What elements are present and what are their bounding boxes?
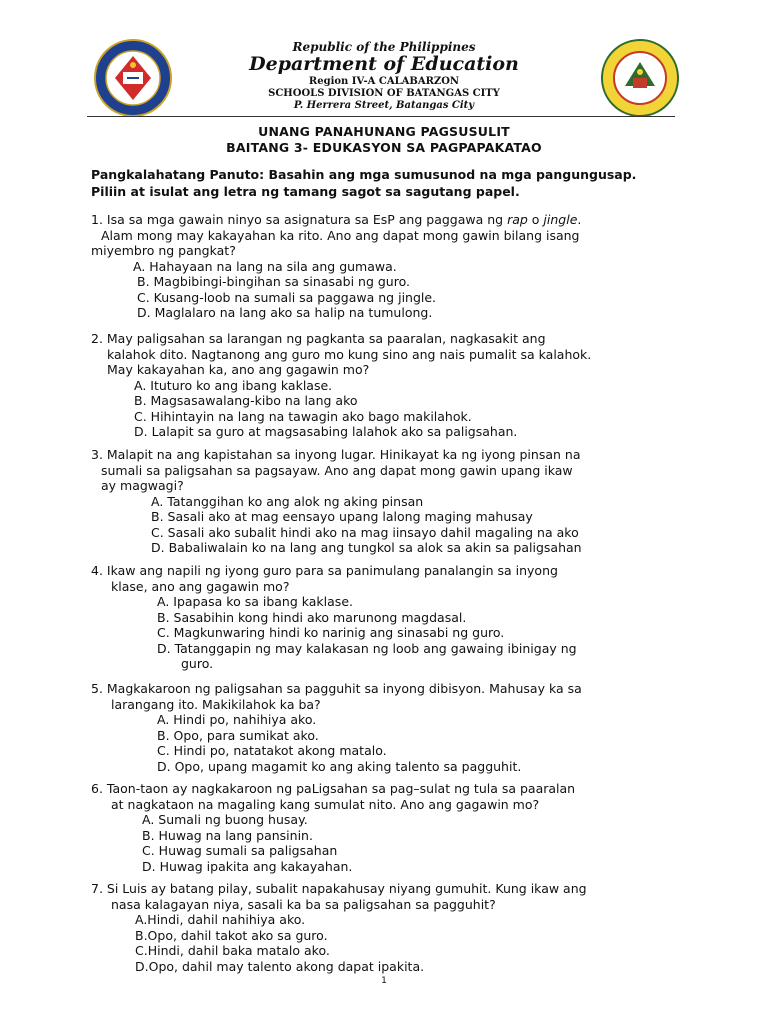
- option-a: A. Hindi po, nahihiya ako.: [157, 712, 317, 727]
- option-c: C. Kusang-loob na sumali sa paggawa ng jingle.: [137, 289, 437, 305]
- division-line: SCHOOLS DIVISION OF BATANGAS CITY: [268, 88, 500, 99]
- stem-line: 6. Taon-taon ay nagkakaroon ng paLigsahan sa pag–sulat ng tula sa paaralan: [91, 781, 576, 796]
- option-b: B. Huwag na lang pansinin.: [142, 827, 313, 843]
- stem-text: 1. Isa sa mga gawain ninyo sa asignatura sa EsP ang paggawa ng: [91, 212, 508, 227]
- region-line: Region IV-A CALABARZON: [308, 76, 460, 87]
- stem-line: 5. Magkakaroon ng paligsahan sa pagguhit sa inyong dibisyon. Mahusay ka sa: [91, 681, 582, 696]
- stem-line: 4. Ikaw ang napili ng iyong guro para sa panimulang panalangin sa inyong: [91, 563, 558, 578]
- question-stem: [91, 212, 691, 228]
- stem-line: klase, ano ang gagawin mo?: [111, 578, 290, 594]
- general-instructions: [91, 166, 691, 200]
- option-b: B.Opo, dahil takot ako sa guro.: [135, 927, 328, 943]
- option-a: A. Ipapasa ko sa ibang kaklase.: [157, 594, 353, 609]
- option-c: C. Sasali ako subalit hindi ako na mag iinsayo dahil magaling na ako: [151, 524, 579, 540]
- option-a: A.Hindi, dahil nahihiya ako.: [135, 912, 306, 927]
- question-3: [91, 447, 691, 556]
- stem-line: 7. Si Luis ay batang pilay, subalit napakahusay niyang gumuhit. Kung ikaw ang: [91, 881, 587, 896]
- option-c: C.Hindi, dahil baka matalo ako.: [135, 943, 330, 958]
- option-c: C. Hihintayin na lang na tawagin ako bago makilahok.: [134, 408, 472, 424]
- stem-line: 2. May paligsahan sa larangan ng pagkanta sa paaralan, nagkasakit ang: [91, 331, 546, 346]
- department-name: Department of Education: [249, 53, 519, 75]
- stem-line: sumali sa paligsahan sa pagsayaw. Ano ang dapat mong gawin upang ikaw: [101, 462, 573, 478]
- stem-italic: jingle: [543, 212, 578, 227]
- page-number: 1: [381, 976, 387, 986]
- address-line: P. Herrera Street, Batangas City: [293, 100, 475, 111]
- option-d: D. Maglalaro na lang ako sa halip na tumulong.: [137, 305, 433, 320]
- question-4: [91, 563, 691, 672]
- stem-text: .: [577, 212, 582, 227]
- option-d: D. Babaliwalain ko na lang ang tungkol sa alok sa akin sa paligsahan: [151, 540, 582, 555]
- option-d: D. Huwag ipakita ang kakayahan.: [142, 858, 353, 874]
- stem-italic: rap: [507, 212, 528, 227]
- question-7: [91, 881, 691, 974]
- republic-line: Republic of the Philippines: [292, 40, 476, 54]
- question-2: [91, 331, 691, 440]
- stem-line: Alam mong may kakayahan ka rito. Ano ang dapat mong gawin bilang isang: [101, 227, 580, 243]
- instructions-line: Pangkalahatang Panuto: Basahin ang mga sumusunod na mga pangungusap.: [91, 167, 637, 182]
- option-d: D. Tatanggapin ng may kalakasan ng loob ang gawaing ibinigay ng: [157, 640, 577, 656]
- stem-line: kalahok dito. Nagtanong ang guro mo kung sino ang nais pumalit sa kalahok.: [107, 346, 592, 362]
- option-a: A. Hahayaan na lang na sila ang gumawa.: [133, 258, 397, 274]
- option-b: B. Magbibingi-bingihan sa sinasabi ng guro.: [137, 274, 410, 289]
- option-d: D. Lalapit sa guro at magsasabing lalahok ako sa paligsahan.: [134, 424, 518, 439]
- option-a: A. Ituturo ko ang ibang kaklase.: [134, 377, 333, 393]
- question-1: [91, 212, 691, 321]
- option-b: B. Sasabihin kong hindi ako marunong magdasal.: [157, 609, 467, 625]
- option-c: C. Huwag sumali sa paligsahan: [142, 843, 338, 858]
- option-d: D. Opo, upang magamit ko ang aking talento sa pagguhit.: [157, 758, 522, 774]
- stem-line: miyembro ng pangkat?: [91, 243, 236, 258]
- header-divider: [87, 116, 675, 117]
- option-c: C. Hindi po, natatakot akong matalo.: [157, 743, 387, 758]
- option-a: A. Sumali ng buong husay.: [142, 812, 308, 827]
- option-b: B. Opo, para sumikat ako.: [157, 727, 319, 743]
- question-5: [91, 681, 691, 774]
- stem-line: nasa kalagayan niya, sasali ka ba sa paligsahan sa pagguhit?: [111, 896, 496, 912]
- stem-line: May kakayahan ka, ano ang gagawin mo?: [107, 362, 370, 377]
- stem-line: 3. Malapit na ang kapistahan sa inyong lugar. Hinikayat ka ng iyong pinsan na: [91, 447, 581, 462]
- option-d: D.Opo, dahil may talento akong dapat ipakita.: [135, 958, 425, 974]
- option-d-continuation: guro.: [181, 656, 214, 671]
- exam-title: UNANG PANAHUNANG PAGSUSULIT: [258, 124, 510, 139]
- option-a: A. Tatanggihan ko ang alok ng aking pinsan: [151, 493, 424, 509]
- option-c: C. Magkunwaring hindi ko narinig ang sinasabi ng guro.: [157, 625, 505, 640]
- option-b: B. Sasali ako at mag eensayo upang lalong maging mahusay: [151, 509, 533, 524]
- instructions-line: Piliin at isulat ang letra ng tamang sagot sa sagutang papel.: [91, 184, 520, 199]
- exam-subtitle: BAITANG 3- EDUKASYON SA PAGPAPAKATAO: [226, 140, 542, 155]
- question-6: [91, 781, 691, 874]
- stem-line: at nagkataon na magaling kang sumulat nito. Ano ang gagawin mo?: [111, 796, 540, 812]
- stem-line: larangang ito. Makikilahok ka ba?: [111, 696, 321, 712]
- stem-line: ay magwagi?: [101, 478, 184, 493]
- option-b: B. Magsasawalang-kibo na lang ako: [134, 393, 358, 408]
- stem-text: o: [527, 212, 544, 227]
